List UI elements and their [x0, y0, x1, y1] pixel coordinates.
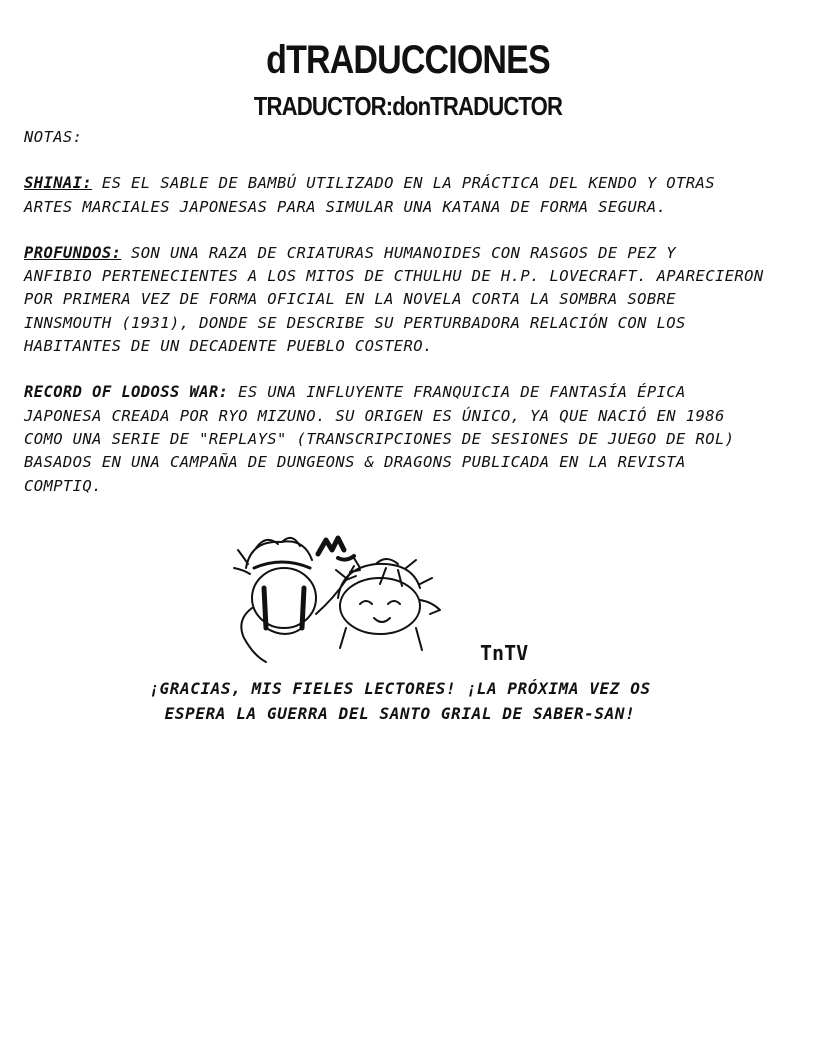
note-line: JAPONESA CREADA POR RYO MIZUNO. SU ORIGEN ES ÚNICO, YA QUE NACIÓ EN 1986: [24, 406, 725, 425]
note-line: POR PRIMERA VEZ DE FORMA OFICIAL EN LA NOVELA CORTA LA SOMBRA SOBRE: [24, 290, 677, 309]
artist-signature: [480, 641, 528, 665]
note-line: BASADOS EN UNA CAMPAÑA DE DUNGEONS & DRAGONS PUBLICADA EN LA REVISTA: [24, 453, 686, 472]
page-title: dTRADUCCIONES: [266, 38, 550, 82]
note-line: SON UNA RAZA DE CRIATURAS HUMANOIDES CON RASGOS DE PEZ Y: [121, 243, 677, 262]
notes-section: [24, 126, 814, 498]
note-line: COMO UNA SERIE DE "REPLAYS" (TRANSCRIPCIONES DE SESIONES DE JUEGO DE ROL): [24, 429, 735, 448]
note-line: COMPTIQ.: [24, 476, 102, 495]
note-line: HABITANTES DE UN DECADENTE PUEBLO COSTERO.: [24, 337, 433, 356]
svg-text:TnTV: TnTV: [480, 641, 529, 665]
translator-credit: TRADUCTOR:donTRADUCTOR: [253, 91, 563, 121]
closing-message: [100, 676, 700, 726]
note-line: INNSMOUTH (1931), DONDE SE DESCRIBE SU PERTURBADORA RELACIÓN CON LOS: [24, 313, 686, 332]
note-line: ARTES MARCIALES JAPONESAS PARA SIMULAR UNA KATANA DE FORMA SEGURA.: [24, 197, 667, 216]
note-term-profundos: PROFUNDOS:: [24, 243, 122, 262]
closing-line: ¡GRACIAS, MIS FIELES LECTORES! ¡LA PRÓXIMA VEZ OS: [149, 679, 651, 698]
note-line: ES EL SABLE DE BAMBÚ UTILIZADO EN LA PRÁCTICA DEL KENDO Y OTRAS: [92, 174, 715, 193]
chibi-characters-illustration: [226, 528, 566, 668]
note-profundos: [24, 242, 814, 265]
note-term-shinai: SHINAI:: [24, 174, 93, 193]
note-shinai: [24, 172, 814, 195]
note-line: ES UNA INFLUYENTE FRANQUICIA DE FANTASÍA ÉPICA: [228, 383, 686, 402]
note-term-lodoss: RECORD OF LODOSS WAR:: [24, 383, 229, 402]
notes-heading: NOTAS:: [24, 128, 83, 146]
note-lodoss: [24, 381, 814, 404]
closing-line: ESPERA LA GUERRA DEL SANTO GRIAL DE SABER-SAN!: [164, 704, 636, 723]
note-line: ANFIBIO PERTENECIENTES A LOS MITOS DE CTHULHU DE H.P. LOVECRAFT. APARECIERON: [24, 267, 764, 286]
